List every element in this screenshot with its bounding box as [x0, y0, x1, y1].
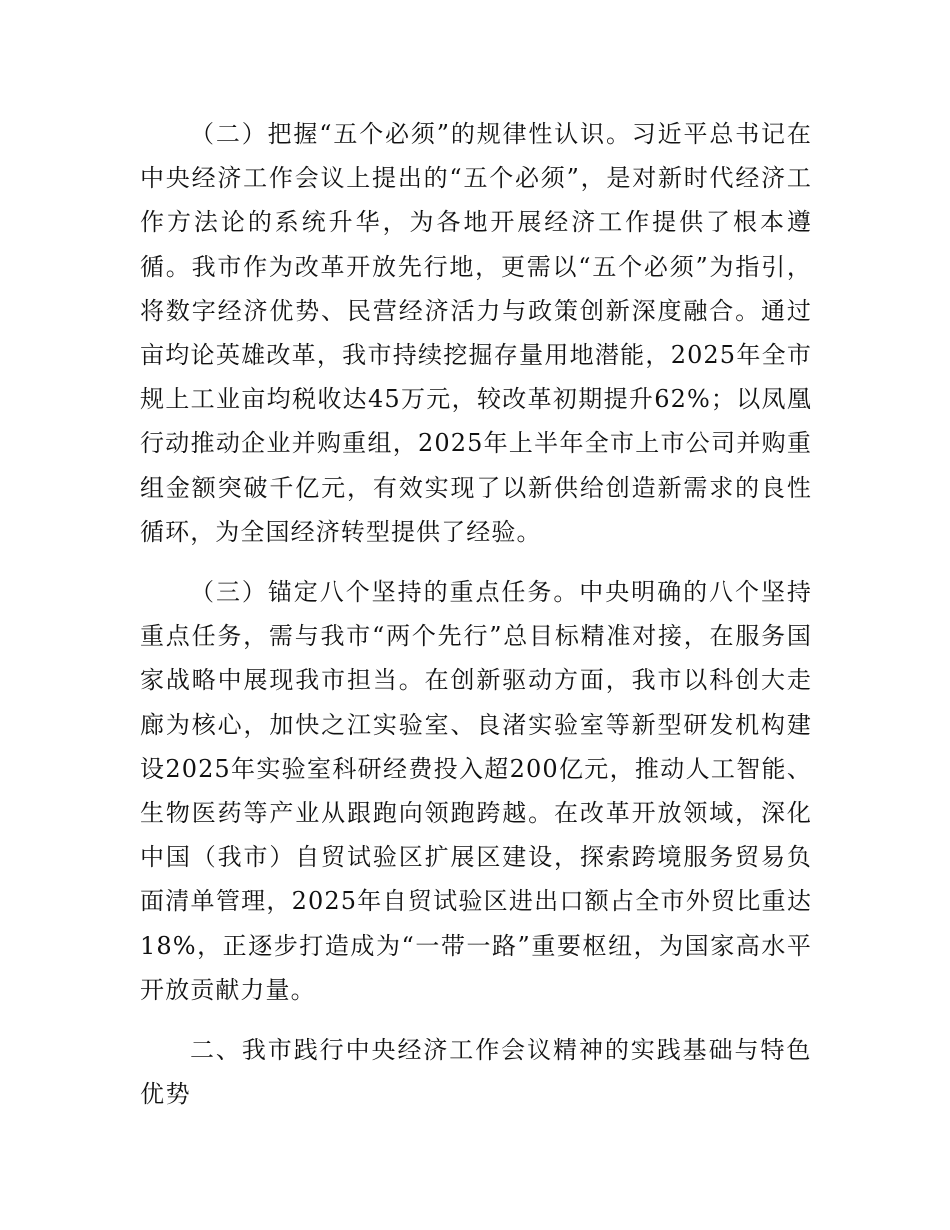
paragraph-five-musts: （二）把握“五个必须”的规律性认识。习近平总书记在中央经济工作会议上提出的“五个必须”，是对新时代经济工作方法论的系统升华，为各地开展经济工作提供了根本遵循。我市作为改革开放先行地，更需以“五个必须”为指引，将数字经济优势、民营经济活力与政策创新深度融合。通过亩均论英雄改革，我市持续挖掘存量用地潜能，2025年全市规上工业亩均税收达45万元，较改革初期提升62%；以凤凰行动推动企业并购重组，2025年上半年全市上市公司并购重组金额突破千亿元，有效实现了以新供给创造新需求的良性循环，为全国经济转型提供了经验。	[140, 120, 812, 546]
document-body	[140, 112, 812, 1116]
paragraph-eight-persistences: （三）锚定八个坚持的重点任务。中央明确的八个坚持重点任务，需与我市“两个先行”总目标精准对接，在服务国家战略中展现我市担当。在创新驱动方面，我市以科创大走廊为核心，加快之江实验室、良渚实验室等新型研发机构建设2025年实验室科研经费投入超200亿元，推动人工智能、生物医药等产业从跟跑向领跑跨越。在改革开放领域，深化中国（我市）自贸试验区扩展区建设，探索跨境服务贸易负面清单管理，2025年自贸试验区进出口额占全市外贸比重达18%，正逐步打造成为“一带一路”重要枢纽，为国家高水平开放贡献力量。	[140, 578, 812, 1004]
section-heading: 二、我市践行中央经济工作会议精神的实践基础与特色优势	[140, 1036, 812, 1109]
